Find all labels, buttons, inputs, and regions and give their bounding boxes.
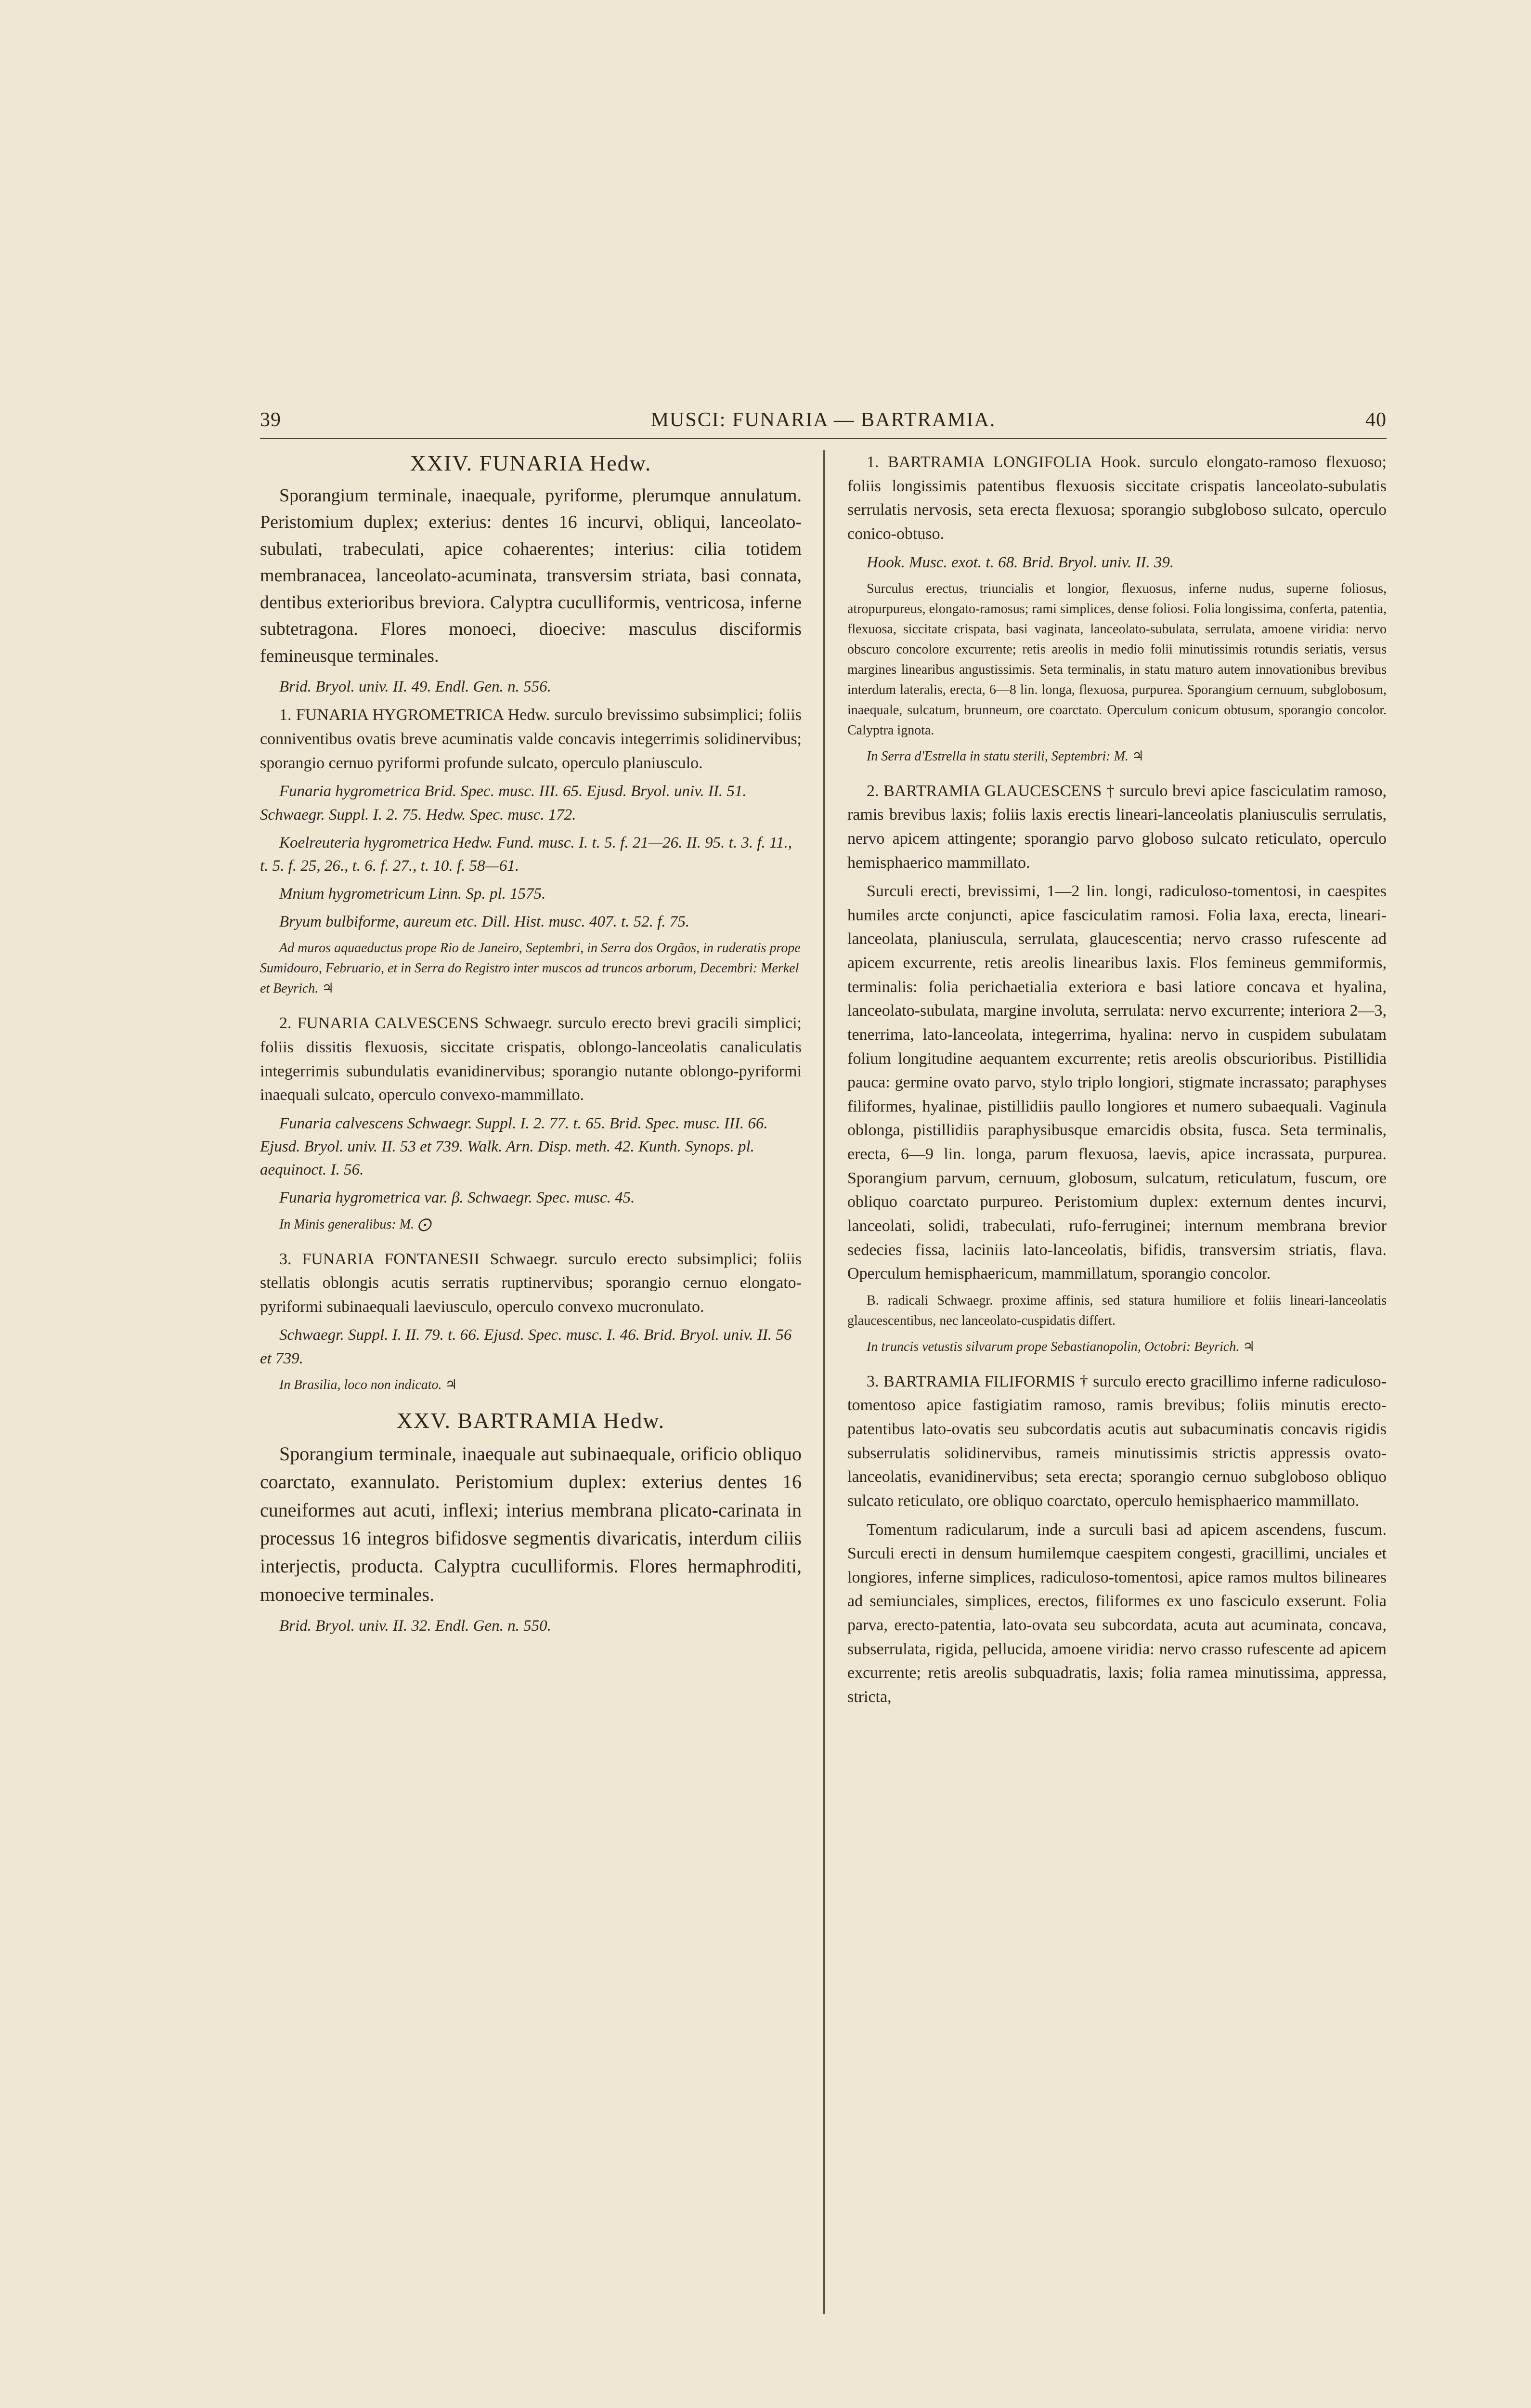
species-bartramia-glaucescens: 2. BARTRAMIA GLAUCESCENS † surculo brevi apice fasciculatim ramoso, ramis brevibus laxis; foliis laxis erectis lineari-lanceolatis planiusculis serrulatis, nervo apicem attingente; sporangio parvo globoso sulcato reticulato, operculo hemisphaerico mammillato. [847,782,1387,872]
bartramia-reference: Brid. Bryol. univ. II. 32. Endl. Gen. n. 550. [279,1617,551,1635]
species-bartramia-filiformis: 3. BARTRAMIA FILIFORMIS † surculo erecto gracillimo inferne radiculoso-tomentoso apice fastigiatim ramoso, ramis brevibus; foliis minutis erecto-patentibus lato-ovatis seu subcordatis acutis aut subacuminatis concavis rigidis subserrulatis solidinervibus, rameis minutissimis strictis appressis ovato-lanceolatis, evanidinervibus; seta erecta; sporangio cernuo subgloboso obliquo sulcato reticulato, ore obliquo coarctato, operculo hemisphaerico mammillato. [847,1372,1387,1510]
species-detailed-description: Tomentum radicularum, inde a surculi basi ad apicem ascendens, fuscum. Surculi erecti in densum humilemque caespitem congesti, gracillimi, unciales et longiores, inferne simplices, radiculoso-tomentosi, apice ramos multos bilineares ad semiunciales, simplices, erectos, filiformes ex uno fasciculo exserunt. Folia parva, erecto-patentia, lato-ovata seu subcordata, acuta aut acuminata, concava, subserrulata, rigida, pellucida, amoene viridia: nervo crasso rufescente ad apicem excurrente; retis areolis subquadratis, laxis; folia ramea minutissima, appressa, stricta, [847,1520,1387,1706]
species-locality: In Minis generalibus: M. ⨀ [279,1217,431,1232]
column-divider [823,450,825,2314]
species-funaria-fontanesii: 3. FUNARIA FONTANESII Schwaegr. surculo erecto subsimplici; foliis stellatis oblongis acutis serratis ruptinervibus; sporangio cernuo elongato-pyriformi subinaequali laeviusculo, operculo convexo mucronulato. [260,1250,802,1316]
right-column [847,450,1387,1714]
species-reference: Funaria hygrometrica Brid. Spec. musc. III. 65. Ejusd. Bryol. univ. II. 51. Schwaegr. Suppl. I. 2. 75. Hedw. Spec. musc. 172. [260,783,747,824]
species-reference: Schwaegr. Suppl. I. II. 79. t. 66. Ejusd. Spec. musc. I. 46. Brid. Bryol. univ. II. 56 et 739. [260,1326,792,1367]
species-reference: Bryum bulbiforme, aureum etc. Dill. Hist. musc. 407. t. 52. f. 75. [279,913,690,931]
species-funaria-hygrometrica: 1. FUNARIA HYGROMETRICA Hedw. surculo brevissimo subsimplici; foliis conniventibus ovatis breve acuminatis valde concavis integerrimis solidinervibus; sporangio cernuo pyriformi profunde sulcato, operculo planiusculo. [260,706,802,772]
species-reference: Hook. Musc. exot. t. 68. Brid. Bryol. univ. II. 39. [867,553,1174,571]
species-locality: In truncis vetustis silvarum prope Sebastianopolin, Octobri: Beyrich. ♃ [867,1339,1255,1354]
running-header [260,408,1387,437]
species-reference: Funaria calvescens Schwaegr. Suppl. I. 2. 77. t. 65. Brid. Spec. musc. III. 66. Ejusd. Bryol. univ. II. 53 et 739. Walk. Arn. Disp. meth. 42. Kunth. Synops. pl. aequinoct. I. 56. [260,1114,768,1179]
species-locality: Ad muros aquaeductus prope Rio de Janeiro, Septembri, in Serra dos Orgãos, in ruderatis prope Sumidouro, Februario, et in Serra do Registro inter muscos ad truncos arborum, Decembri: Merkel et Beyrich. ♃ [260,941,801,996]
page-number-right: 40 [1365,409,1387,431]
genus-title-bartramia: XXV. BARTRAMIA Hedw. [396,1408,665,1433]
species-reference: Funaria hygrometrica var. β. Schwaegr. Spec. musc. 45. [279,1189,635,1207]
species-note: B. radicali Schwaegr. proxime affinis, sed statura humiliore et foliis lineari-lanceolatis glaucescentibus, nec lanceolato-cuspidatis differt. [847,1293,1387,1328]
genus-title-funaria: XXIV. FUNARIA Hedw. [410,451,652,475]
species-detailed-description: Surculi erecti, brevissimi, 1—2 lin. longi, radiculoso-tomentosi, in caespites humiles arcte conjuncti, apice fasciculatim ramosi. Folia laxa, erecta, lineari-lanceolata, planiuscula, serrulata, glaucescentia; nervo crasso rufescente ad apicem excurrente, retis areolis linearibus laxis. Flos femineus gemmiformis, terminalis: folia perichaetialia exteriora e basi latiore concava et hyalina, lanceolato-subulata, margine involuta, serrulata: nervo excurrente; interiora 2—3, tenerrima, lato-lanceolata, integerrima, hyalina: nervo in cuspidem subulatam folium longitudine aequantem excurrente; retis areolis obscurioribus. Pistillidia pauca: germine ovato parvo, stylo triplo longiori, stigmate incrassato; paraphyses filiformes, hyalinae, pistillidiis paullo longiores et numero subaequali. Vaginula oblonga, pistillidiis paraphysibusque emarcidis obsita, fusca. Seta terminalis, erecta, 6—9 lin. longa, parum flexuosa, laevis, apice incrassata, purpurea. Sporangium parvum, cernuum, globosum, sulcatum, reticulatum, fuscum, ore obliquo coarctato purpureo. Peristomium duplex: externum dentes incurvi, lanceolati, solidi, trabeculati, rufo-ferruginei; internum membrana brevior sedecies fissa, laciniis lato-lanceolatis, bifidis, transversim striatis, flava. Operculum hemisphaericum, mammillatum, sporangio concolor. [847,882,1387,1283]
species-locality: In Brasilia, loco non indicato. ♃ [279,1377,457,1392]
species-detailed-description: Surculus erectus, triuncialis et longior, flexuosus, inferne nudus, superne foliosus, atropurpureus, elongato-ramosus; rami simplices, dense foliosi. Folia longissima, conferta, patentia, flexuosa, siccitate crispata, basi vaginata, lanceolato-subulata, serrulata, amoene viridia: nervo obscuro concolore excurrente; retis areolis in medio folii minutissimis rotundis seriatis, versus margines linearibus angustissimis. Seta terminalis, in statu maturo autem innovationibus brevibus interdum lateralis, erecta, 6—8 lin. longa, flexuosa, purpurea. Sporangium cernuum, subglobosum, inaequale, sulcatum, brunneum, ore coarctato. Operculum conicum obtusum, sporangio concolor. Calyptra ignota. [847,581,1387,738]
bartramia-description: Sporangium terminale, inaequale aut subinaequale, orificio obliquo coarctato, exannulato. Peristomium duplex: exterius dentes 16 cuneiformes aut acuti, inflexi; interius membrana plicato-carinata in processus 16 integros bifidosve segmentis divaricatis, interdum ciliis interjectis, producta. Calyptra cuculliformis. Flores hermaphroditi, monoecive terminales. [260,1442,802,1605]
left-column [260,450,802,1642]
funaria-reference: Brid. Bryol. univ. II. 49. Endl. Gen. n. 556. [279,678,551,696]
funaria-description: Sporangium terminale, inaequale, pyriforme, plerumque annulatum. Peristomium duplex; exterius: dentes 16 incurvi, obliqui, lanceolato-subulati, trabeculati, apice cohaerentes; interius: cilia totidem membranacea, lanceolato-acuminata, transversim striata, basi connata, dentibus exterioribus breviora. Calyptra cuculliformis, ventricosa, inferne subtetragona. Flores monoeci, dioecive: masculus disciformis femineusque terminales. [260,485,802,666]
header-rule [260,438,1387,439]
running-title: MUSCI: FUNARIA — BARTRAMIA. [650,409,996,431]
species-reference: Mnium hygrometricum Linn. Sp. pl. 1575. [279,885,546,903]
page-number-left: 39 [260,409,281,431]
species-locality: In Serra d'Estrella in statu sterili, Septembri: M. ♃ [867,748,1144,764]
species-funaria-calvescens: 2. FUNARIA CALVESCENS Schwaegr. surculo erecto brevi gracili simplici; foliis dissitis flexuosis, siccitate crispatis, oblongo-lanceolatis canaliculatis integerrimis subundulatis evanidinervibus; sporangio nutante oblongo-pyriformi inaequali sulcato, operculo convexo-mammillato. [260,1014,802,1104]
species-reference: Koelreuteria hygrometrica Hedw. Fund. musc. I. t. 5. f. 21—26. II. 95. t. 3. f. 11., t. 5. f. 25, 26., t. 6. f. 27., t. 10. f. 58—61. [260,834,792,875]
species-bartramia-longifolia: 1. BARTRAMIA LONGIFOLIA Hook. surculo elongato-ramoso flexuoso; foliis longissimis patentibus flexuosis siccitate crispatis lanceolato-subulatis serrulatis nervosis, seta erecta flexuosa; sporangio subgloboso sulcato, operculo conico-obtuso. [847,453,1387,543]
